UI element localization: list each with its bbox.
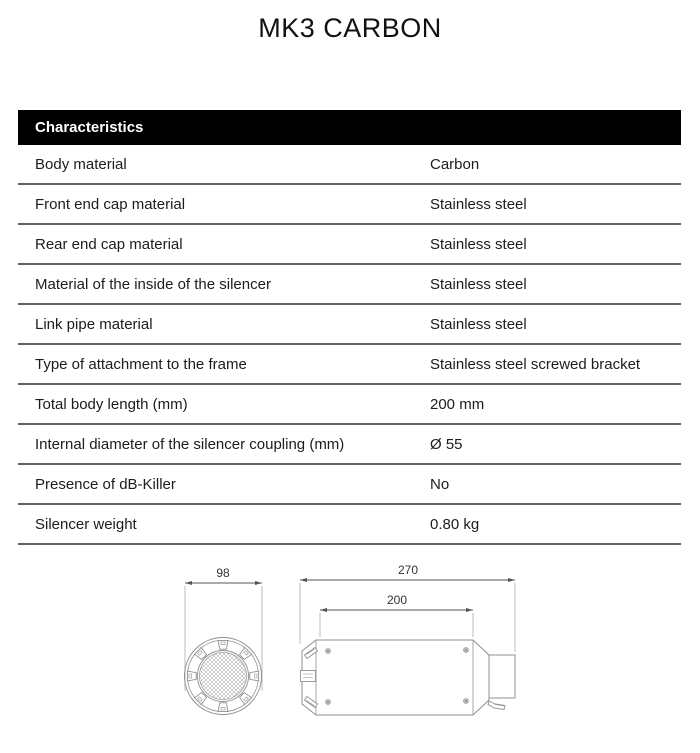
arrow-left-icon <box>185 581 192 585</box>
spec-value: Stainless steel screwed bracket <box>430 355 641 373</box>
mounting-bracket <box>488 701 505 710</box>
spec-label: Rear end cap material <box>35 235 183 253</box>
table-row <box>18 265 681 305</box>
arrow-left-icon <box>300 578 307 582</box>
table-row <box>18 425 681 465</box>
spec-label: Front end cap material <box>35 195 186 213</box>
arrow-right-icon <box>508 578 515 582</box>
table-row <box>18 225 681 265</box>
spec-value: No <box>430 475 450 493</box>
spec-label: Presence of dB-Killer <box>35 475 176 493</box>
spec-value: Ø 55 <box>430 435 463 453</box>
spec-label: Type of attachment to the frame <box>35 355 247 373</box>
dimension-270-label: 270 <box>397 563 419 577</box>
end-cap-seams <box>316 640 473 715</box>
outlet-pipe <box>489 655 515 698</box>
dimension-98-label: 98 <box>216 566 230 580</box>
arrow-right-icon <box>255 581 262 585</box>
front-view-drawing <box>185 581 263 715</box>
table-row <box>18 505 681 545</box>
side-extension-lines <box>300 583 515 652</box>
spec-label: Internal diameter of the silencer coupling (mm) <box>35 435 345 453</box>
spec-value: Stainless steel <box>430 315 527 333</box>
spec-value: Stainless steel <box>430 235 527 253</box>
arrow-right-icon <box>466 608 473 612</box>
table-header: Characteristics <box>18 110 681 145</box>
table-row <box>18 465 681 505</box>
spec-value: Stainless steel <box>430 275 527 293</box>
spec-label: Total body length (mm) <box>35 395 188 413</box>
mesh-core-circle <box>200 653 247 700</box>
spec-value: 0.80 kg <box>430 515 480 533</box>
table-row <box>18 305 681 345</box>
page-title: MK3 CARBON <box>258 13 442 43</box>
side-view-drawing <box>300 578 515 715</box>
table-row <box>18 145 681 185</box>
spec-value: 200 mm <box>430 395 485 413</box>
technical-drawings <box>0 558 700 753</box>
spec-label: Material of the inside of the silencer <box>35 275 271 293</box>
spec-label: Body material <box>35 155 127 173</box>
spec-value: Stainless steel <box>430 195 527 213</box>
spec-label: Link pipe material <box>35 315 153 333</box>
table-row <box>18 345 681 385</box>
arrow-left-icon <box>320 608 327 612</box>
table-row <box>18 385 681 425</box>
characteristics-table <box>18 110 681 545</box>
spec-value: Carbon <box>430 155 480 173</box>
front-cap-vents <box>301 648 318 708</box>
dimension-200-label: 200 <box>386 593 408 607</box>
table-row <box>18 185 681 225</box>
rivets <box>326 648 469 705</box>
spec-label: Silencer weight <box>35 515 137 533</box>
